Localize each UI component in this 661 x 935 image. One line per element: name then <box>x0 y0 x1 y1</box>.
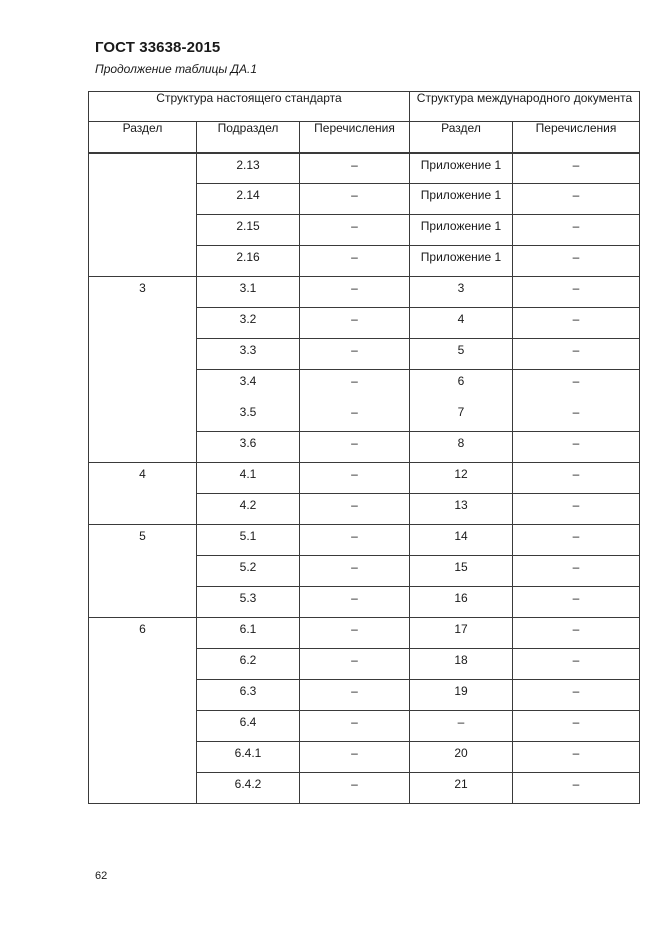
table-row <box>89 277 640 308</box>
cell-section: 6 <box>89 618 197 804</box>
cell-intl-enumeration: – <box>513 215 640 246</box>
cell-enumeration: – <box>300 525 410 556</box>
cell-intl-enumeration: – <box>513 277 640 308</box>
cell-enumeration: – <box>300 587 410 618</box>
cell-subsection: 3.4 <box>197 370 300 401</box>
cell-subsection: 3.3 <box>197 339 300 370</box>
cell-subsection: 2.16 <box>197 246 300 277</box>
cell-intl-section: 8 <box>410 432 513 463</box>
cell-enumeration: – <box>300 153 410 184</box>
cell-intl-enumeration: – <box>513 742 640 773</box>
cell-intl-enumeration: – <box>513 432 640 463</box>
group-header-international-document: Структура международного документа <box>410 92 640 122</box>
cell-enumeration: – <box>300 711 410 742</box>
cell-enumeration: – <box>300 339 410 370</box>
cell-subsection: 4.1 <box>197 463 300 494</box>
cell-section <box>89 153 197 277</box>
cell-subsection: 6.4.1 <box>197 742 300 773</box>
cell-subsection: 6.3 <box>197 680 300 711</box>
table-body <box>89 153 640 804</box>
cell-enumeration: – <box>300 463 410 494</box>
cell-subsection: 2.15 <box>197 215 300 246</box>
cell-intl-enumeration: – <box>513 680 640 711</box>
cell-intl-enumeration: – <box>513 494 640 525</box>
cell-section: 5 <box>89 525 197 618</box>
table-group-header-row <box>89 92 640 122</box>
cell-intl-section: Приложение 1 <box>410 215 513 246</box>
cell-section: 4 <box>89 463 197 525</box>
cell-enumeration: – <box>300 401 410 432</box>
cell-subsection: 2.13 <box>197 153 300 184</box>
cell-intl-enumeration: – <box>513 556 640 587</box>
cell-intl-enumeration: – <box>513 153 640 184</box>
cell-subsection: 6.4 <box>197 711 300 742</box>
cell-enumeration: – <box>300 246 410 277</box>
cell-intl-section: Приложение 1 <box>410 184 513 215</box>
cell-subsection: 5.1 <box>197 525 300 556</box>
cell-intl-enumeration: – <box>513 649 640 680</box>
column-header-intl-section: Раздел <box>410 122 513 153</box>
cell-subsection: 5.2 <box>197 556 300 587</box>
cell-intl-enumeration: – <box>513 773 640 804</box>
table-row <box>89 618 640 649</box>
cell-subsection: 3.2 <box>197 308 300 339</box>
cell-subsection: 6.2 <box>197 649 300 680</box>
table-continuation-caption: Продолжение таблицы ДА.1 <box>95 62 258 76</box>
cell-intl-section: 14 <box>410 525 513 556</box>
cell-intl-section: 12 <box>410 463 513 494</box>
document-title: ГОСТ 33638-2015 <box>95 39 221 56</box>
cell-subsection: 3.1 <box>197 277 300 308</box>
cell-intl-section: 18 <box>410 649 513 680</box>
column-header-enumerations: Перечисления <box>300 122 410 153</box>
cell-intl-enumeration: – <box>513 587 640 618</box>
cell-enumeration: – <box>300 742 410 773</box>
cell-enumeration: – <box>300 618 410 649</box>
cell-intl-section: 6 <box>410 370 513 401</box>
cell-enumeration: – <box>300 556 410 587</box>
cell-intl-section: 7 <box>410 401 513 432</box>
cell-intl-enumeration: – <box>513 246 640 277</box>
table-row <box>89 525 640 556</box>
cell-intl-enumeration: – <box>513 308 640 339</box>
cell-enumeration: – <box>300 494 410 525</box>
cell-section: 3 <box>89 277 197 463</box>
cell-intl-section: 13 <box>410 494 513 525</box>
cell-enumeration: – <box>300 773 410 804</box>
cell-subsection: 6.1 <box>197 618 300 649</box>
cell-enumeration: – <box>300 184 410 215</box>
cell-enumeration: – <box>300 277 410 308</box>
cell-intl-section: 15 <box>410 556 513 587</box>
cell-intl-section: Приложение 1 <box>410 153 513 184</box>
cell-intl-enumeration: – <box>513 339 640 370</box>
cell-enumeration: – <box>300 432 410 463</box>
column-header-section: Раздел <box>89 122 197 153</box>
page-number: 62 <box>95 870 108 882</box>
cell-subsection: 4.2 <box>197 494 300 525</box>
column-header-intl-enumerations: Перечисления <box>513 122 640 153</box>
cell-intl-enumeration: – <box>513 711 640 742</box>
cell-intl-section: 4 <box>410 308 513 339</box>
table-row <box>89 153 640 184</box>
cell-subsection: 2.14 <box>197 184 300 215</box>
cell-intl-section: 5 <box>410 339 513 370</box>
cell-intl-section: 19 <box>410 680 513 711</box>
cell-subsection: 5.3 <box>197 587 300 618</box>
cell-enumeration: – <box>300 308 410 339</box>
cell-intl-section: – <box>410 711 513 742</box>
cell-intl-enumeration: – <box>513 618 640 649</box>
table-row <box>89 463 640 494</box>
cell-intl-section: 3 <box>410 277 513 308</box>
group-header-this-standard: Структура настоящего стандарта <box>89 92 410 122</box>
cell-intl-enumeration: – <box>513 525 640 556</box>
cell-intl-enumeration: – <box>513 463 640 494</box>
cell-enumeration: – <box>300 370 410 401</box>
column-header-subsection: Подраздел <box>197 122 300 153</box>
cell-intl-enumeration: – <box>513 401 640 432</box>
cell-intl-section: 21 <box>410 773 513 804</box>
cell-intl-section: 16 <box>410 587 513 618</box>
cell-intl-enumeration: – <box>513 370 640 401</box>
correspondence-table <box>88 91 640 804</box>
cell-enumeration: – <box>300 649 410 680</box>
cell-intl-enumeration: – <box>513 184 640 215</box>
table-column-header-row <box>89 122 640 153</box>
cell-subsection: 3.6 <box>197 432 300 463</box>
cell-enumeration: – <box>300 215 410 246</box>
cell-subsection: 6.4.2 <box>197 773 300 804</box>
cell-intl-section: Приложение 1 <box>410 246 513 277</box>
cell-intl-section: 17 <box>410 618 513 649</box>
cell-intl-section: 20 <box>410 742 513 773</box>
cell-enumeration: – <box>300 680 410 711</box>
cell-subsection: 3.5 <box>197 401 300 432</box>
